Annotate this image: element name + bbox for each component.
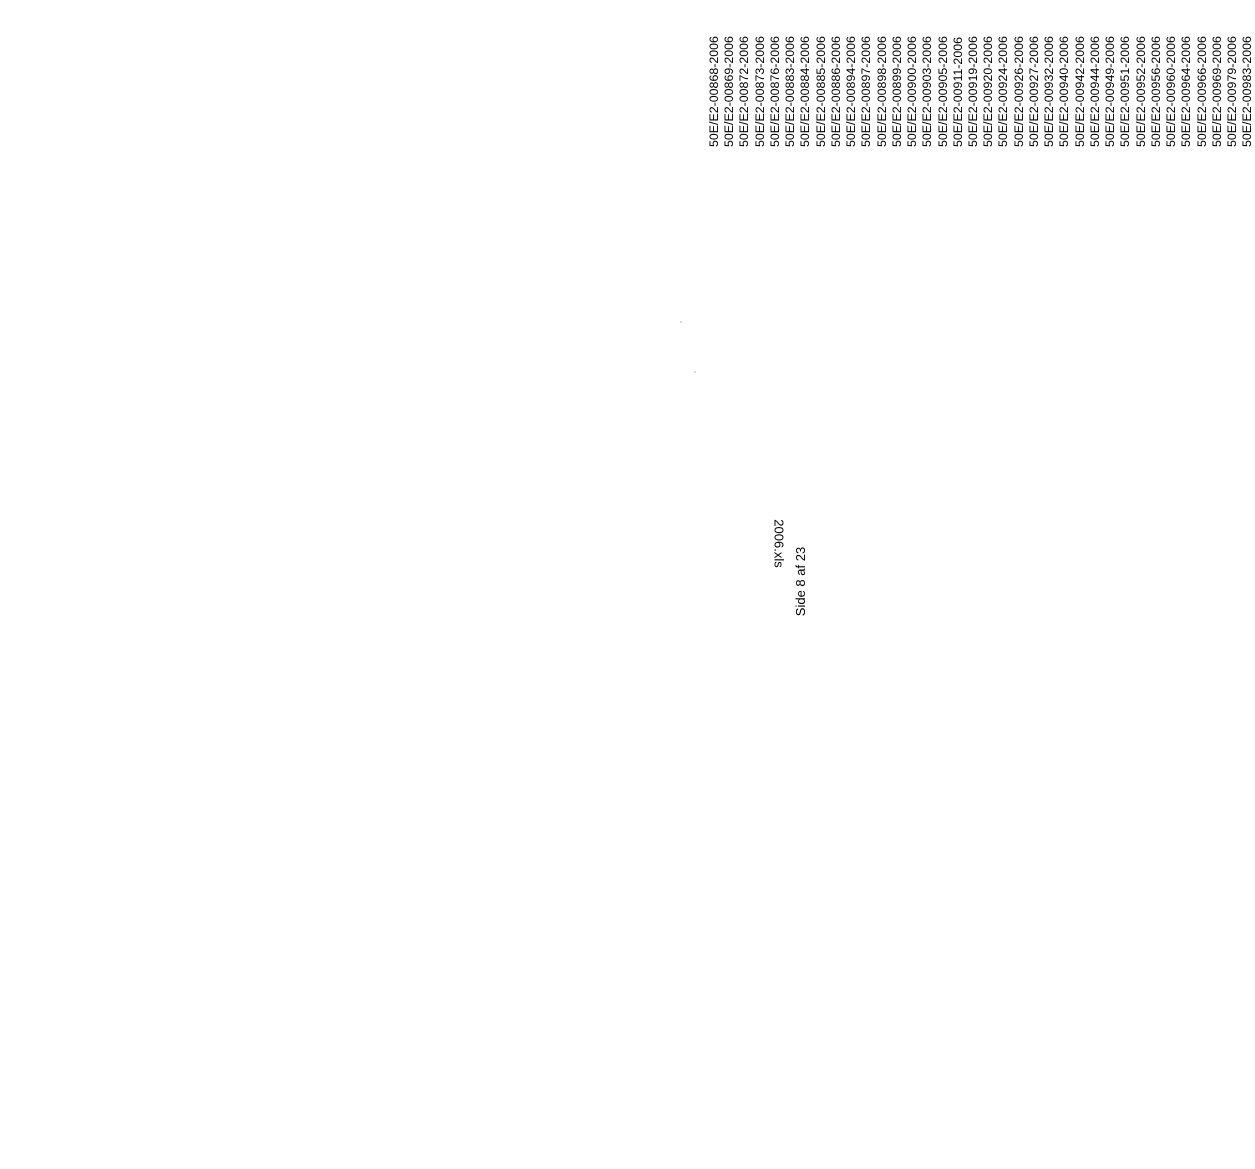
table-row [768, 0, 783, 147]
case-id-cell: 50E/E2-00924-2006 [996, 36, 1011, 147]
table-row [996, 0, 1011, 147]
case-id-cell: 50E/E2-00897-2006 [859, 36, 874, 147]
case-id-cell: 50E/E2-00900-2006 [905, 36, 920, 147]
table-row [890, 0, 905, 147]
case-id-cell: 50E/E2-00873-2006 [752, 36, 767, 147]
case-id-cell: 50E/E2-00926-2006 [1011, 36, 1026, 147]
scan-speck [694, 371, 696, 373]
table-row [859, 0, 874, 147]
table-row [707, 0, 722, 147]
case-id-cell: 50E/E2-00894-2006 [844, 36, 859, 147]
table-row [875, 0, 890, 147]
case-id-cell: 50E/E2-00979-2006 [1224, 36, 1239, 147]
table-row [920, 0, 935, 147]
case-id-cell: 50E/E2-00872-2006 [737, 36, 752, 147]
table-row [1179, 0, 1194, 147]
table-row [951, 0, 966, 147]
table-row [1103, 0, 1118, 147]
table-row [1057, 0, 1072, 147]
case-id-cell: 50E/E2-00869-2006 [722, 36, 737, 147]
case-id-cell: 50E/E2-00942-2006 [1072, 36, 1087, 147]
case-id-cell: 50E/E2-00920-2006 [981, 36, 996, 147]
table-row [981, 0, 996, 147]
document-filename: 2006.xls [771, 519, 787, 568]
case-id-cell: 50E/E2-00940-2006 [1057, 36, 1072, 147]
case-id-cell: 50E/E2-00905-2006 [935, 36, 950, 147]
table-row [814, 0, 829, 147]
table-row [1118, 0, 1133, 147]
scan-speck [680, 321, 682, 323]
table-row [829, 0, 844, 147]
table-row [1027, 0, 1042, 147]
case-id-cell: 50E/E2-00919-2006 [965, 36, 980, 147]
case-id-cell: 50E/E2-00956-2006 [1148, 36, 1163, 147]
table-row [844, 0, 859, 147]
table-row [1225, 0, 1240, 147]
table-row [1195, 0, 1210, 147]
case-id-cell: 50E/E2-00885-2006 [813, 36, 828, 147]
case-id-cell: 50E/E2-00911-2006 [950, 37, 965, 147]
table-row [753, 0, 768, 147]
case-id-cell: 50E/E2-00966-2006 [1194, 36, 1209, 147]
table-row [798, 0, 813, 147]
case-id-cell: 50E/E2-00883-2006 [783, 36, 798, 147]
table-row [1149, 0, 1164, 147]
case-id-cell: 50E/E2-00868-2006 [707, 36, 721, 147]
case-id-cell: 50E/E2-00969-2006 [1209, 36, 1224, 147]
table-row [783, 0, 798, 147]
case-id-cell: 50E/E2-00951-2006 [1118, 36, 1133, 147]
case-id-cell: 50E/E2-00944-2006 [1087, 36, 1102, 147]
case-id-cell: 50E/E2-00898-2006 [874, 36, 889, 147]
case-id-cell: 50E/E2-00964-2006 [1179, 36, 1194, 147]
case-id-cell: 50E/E2-00983-2006 [1240, 36, 1255, 147]
table-row [966, 0, 981, 147]
case-id-cell: 50E/E2-00876-2006 [767, 36, 782, 147]
page-number: Side 8 af 23 [793, 546, 809, 617]
case-id-cell: 50E/E2-00952-2006 [1133, 36, 1148, 147]
table-row [1164, 0, 1179, 147]
case-id-cell: 50E/E2-00927-2006 [1026, 36, 1041, 147]
case-id-cell: 50E/E2-00884-2006 [798, 36, 813, 147]
table-row [1088, 0, 1103, 147]
case-id-cell: 50E/E2-00949-2006 [1103, 36, 1118, 147]
table-row [1073, 0, 1088, 147]
table-row [936, 0, 951, 147]
spreadsheet-table [707, 0, 1255, 147]
table-row [722, 0, 737, 147]
table-row [1042, 0, 1057, 147]
case-id-cell: 50E/E2-00903-2006 [920, 36, 935, 147]
table-row [1210, 0, 1225, 147]
case-id-cell: 50E/E2-00960-2006 [1164, 36, 1179, 147]
table-row [1012, 0, 1027, 147]
case-id-cell: 50E/E2-00886-2006 [828, 36, 843, 147]
table-row [737, 0, 752, 147]
table-row [905, 0, 920, 147]
table-row [1240, 0, 1255, 147]
case-id-cell: 50E/E2-00899-2006 [889, 36, 904, 147]
table-row [1134, 0, 1149, 147]
case-id-cell: 50E/E2-00932-2006 [1042, 36, 1057, 147]
